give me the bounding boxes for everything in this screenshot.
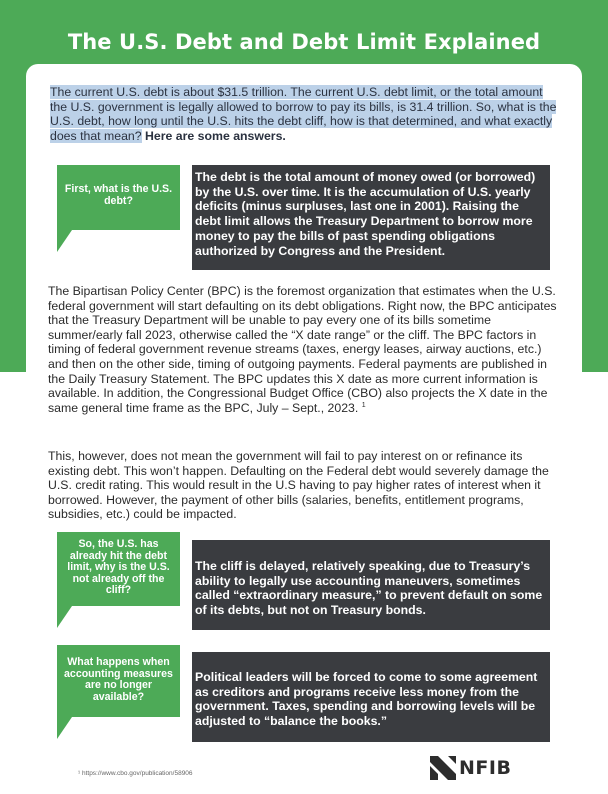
- nfib-logo-text: NFIB: [459, 757, 512, 779]
- intro-bold-tail: Here are some answers.: [145, 128, 286, 143]
- default-paragraph: This, however, does not mean the government will fail to pay interest on or refinance its existing debt. This won’t happen. Defaulting on the Federal debt would severely damage the U.S. credit rating. This would result in the U.S having to pay higher rates of interest when it borrowed. However, the payment of other bills (salaries, benefits, entitlement programs, subsidies, etc.) could be impacted.: [48, 449, 549, 522]
- footnote: ¹ https://www.cbo.gov/publication/58906: [78, 770, 193, 777]
- answer-accounting: Political leaders will be forced to come to some agreement as creditors and programs receive less money from the government. Taxes, spending and borrowing levels will be adjusted to “balance the books.”: [195, 670, 538, 729]
- bpc-paragraph: The Bipartisan Policy Center (BPC) is the foremost organization that estimates when the U.S. federal government will start defaulting on its debt obligations. Right now, the BPC anticipates that the Treasury Department will be unable to pay every one of its bills sometime summer/early fall 2023, otherwise called the “X date range” or the cliff. The BPC factors in timing of federal government revenue streams (taxes, energy leases, airway auctions, etc.) and then on the other side, timing of outgoing payments. Federal payments are published in the Daily Treasury Statement. The BPC updates this X date as more current information is available. In addition, the Congressional Budget Office (CBO) also projects the X date in the same general time frame as the BPC, July – Sept., 2023. $^1$: [48, 284, 557, 415]
- answer-cliff: The cliff is delayed, relatively speaking, due to Treasury’s ability to legally use accounting maneuvers, sometimes called “extraordinary measure,” to prevent default on some of its debts, but not on Treasury bonds.: [195, 559, 543, 618]
- intro-paragraph: [50, 85, 558, 143]
- question-cliff: So, the U.S. has already hit the debt limit, why is the U.S. not already off the cliff?: [67, 538, 170, 597]
- question-accounting: What happens when accounting measures are no longer available?: [64, 656, 173, 703]
- nfib-logo: [430, 756, 511, 780]
- nfib-logo-icon: [430, 756, 456, 780]
- question-debt: First, what is the U.S. debt?: [64, 183, 173, 207]
- intro-highlighted-text: The current U.S. debt is about $31.5 trillion. The current U.S. debt limit, or the total amount the U.S. government is legally allowed to borrow to pay its bills, is 31.4 trillion. So, what is the U.S. debt, how long until the U.S. hits the debt cliff, how is that determined, and what exactly does that mean?: [50, 85, 557, 143]
- footnote-ref: 1: [361, 401, 366, 409]
- page-title: The U.S. Debt and Debt Limit Explained: [67, 30, 541, 54]
- answer-debt: The debt is the total amount of money owed (or borrowed) by the U.S. over time. It is the accumulation of U.S. yearly deficits (minus surpluses, last one in 2001). Raising the debt limit allows the Treasury Department to borrow more money to pay the bills of past spending obligations authorized by Congress and the President.: [195, 170, 536, 258]
